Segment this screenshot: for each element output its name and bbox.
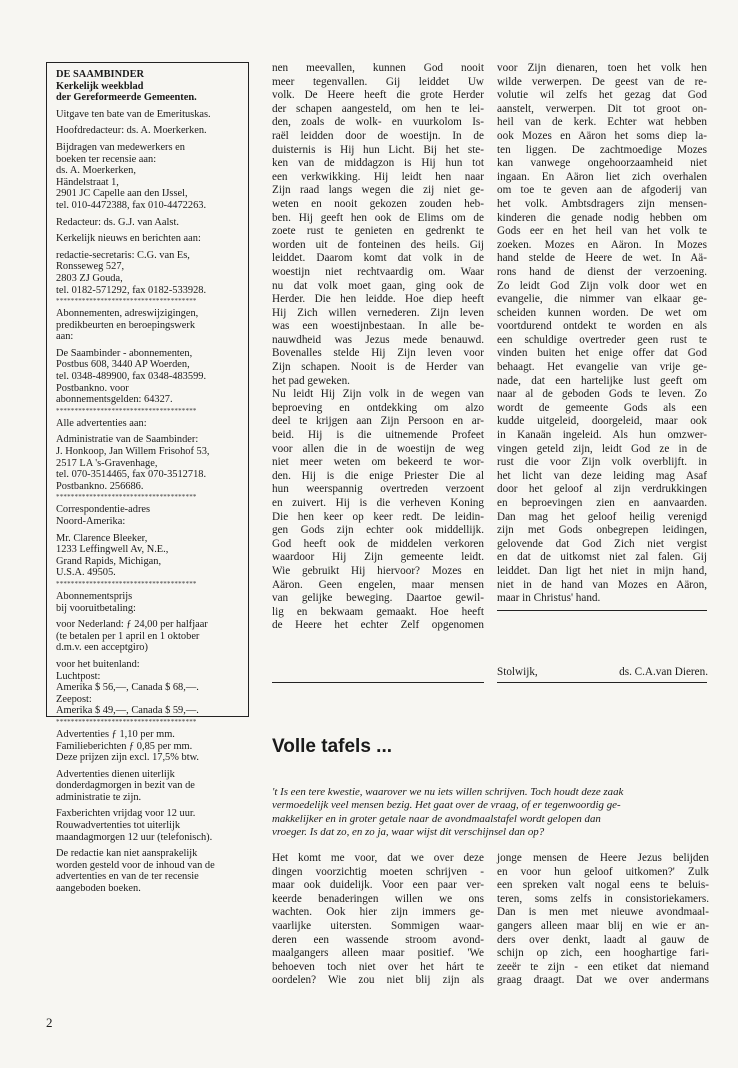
text-line: Aäron. Geen engelen, maar mensen — [272, 578, 484, 591]
text-line: tel. 070-3514465, fax 070-3512718. — [56, 469, 207, 481]
text-line: abonnementsgelden: 64327. — [56, 394, 173, 406]
star-divider: ************************************** — [56, 493, 197, 502]
text-line: gen Gods zijn echter ook middellijk. — [272, 524, 484, 537]
text-line: Herder. Die hen leidde. Hoe diep heeft — [272, 293, 484, 306]
colophon-abonprijs — [56, 591, 240, 614]
text-line: nauwdheid was Jezus mede benauwd. — [272, 333, 484, 346]
text-line: tel. 0348-489900, fax 0348-483599. — [56, 371, 207, 383]
text-line: niet in de hand van Mozes en Aäron, — [497, 578, 707, 591]
colophon-advprijzen — [56, 729, 240, 764]
text-line: zoeken. Mozes en Aäron. In Mozes — [497, 238, 707, 251]
colophon-box — [46, 62, 249, 895]
text-line: door het geloof al zijn verdrukkingen — [497, 483, 707, 496]
text-line: om toe te geven aan de afgoderij van — [497, 184, 707, 197]
text-line: Die hen keer op keer redt. De leidin- — [272, 510, 484, 523]
text-line: Zo leidt God Zijn volk door wet en — [497, 279, 707, 292]
text-line: vaarlijke uitersten. Sommigen waar- — [272, 919, 484, 932]
text-line: heil van de kerk. Echter wat hebben — [497, 116, 707, 129]
text-line: wilde verwerpen. De geest van de re- — [497, 75, 707, 88]
text-line: ingaan. En Aäron liet zich overhalen — [497, 170, 707, 183]
colophon-fax: Faxberichten vrijdag voor 12 uur. — [56, 808, 196, 820]
colophon-inzending — [56, 769, 240, 804]
text-line: ds. A. Moerkerken, — [56, 165, 136, 177]
text-line: Hij Zich willen vernederen. Zijn leven — [272, 306, 484, 319]
text-line: 't Is een tere kwestie, waarover we nu iets willen schrijven. Toch houdt deze zaak — [272, 786, 624, 798]
text-line: beproeving en ontdekking om alzo — [272, 401, 484, 414]
text-line: boeken ter recensie aan: — [56, 153, 157, 165]
colophon-kerknieuws: Kerkelijk nieuws en berichten aan: — [56, 233, 201, 245]
author-name: ds. C.A.van Dieren. — [619, 666, 708, 678]
text-line: een verkwikking. Hij leidt hen naar — [272, 170, 484, 183]
text-line: Advertenties dienen uiterlijk — [56, 768, 175, 780]
text-line: Correspondentie-adres — [56, 504, 151, 516]
colophon-disclaimer — [56, 848, 240, 894]
text-line: oordelen? Wie zou niet blij zijn als — [272, 974, 484, 987]
colophon-title: DE SAAMBINDER — [56, 69, 145, 80]
text-line: Amerika $ 56,—, Canada $ 68,—. — [56, 682, 199, 694]
text-line: tel. 0182-571292, fax 0182-533928. — [56, 284, 207, 296]
text-line: der schapen aangesteld, om hen te lei- — [272, 102, 484, 115]
text-line: gelovende dat God Zich niet vergist — [497, 537, 707, 550]
text-line: zijn met Gods onbegrepen leidingen, — [497, 524, 707, 537]
star-divider: ************************************** — [56, 579, 197, 588]
text-line: kinderen die genade nodig hebben om — [497, 211, 707, 224]
text-line: jonge mensen de Heere Jezus belijden — [497, 852, 709, 864]
text-line: keerde benaderingen willen we ons — [272, 892, 484, 905]
text-line: Nu leidt Hij Zijn volk in de wegen van — [272, 388, 484, 401]
text-line: donderdagmorgen in bezit van de — [56, 780, 195, 792]
article2-column-1 — [272, 852, 484, 988]
text-line: Abonnementsprijs — [56, 590, 133, 602]
colophon-redactiesecretaris — [56, 250, 240, 296]
text-line: Deze prijzen zijn excl. 17,5% btw. — [56, 752, 200, 764]
text-line: Advertenties ƒ 1,10 per mm. — [56, 728, 175, 740]
text-line: Rouwadvertenties tot uiterlijk — [56, 820, 181, 832]
colophon-correspondentie — [56, 504, 240, 527]
text-line: advertenties en van de ter recensie — [56, 871, 199, 883]
colophon-buitenland — [56, 659, 240, 717]
text-line: teren, soms zelfs in consistoriekamers. — [497, 892, 709, 905]
text-line: vermoedelijk veel mensen bezig. Het gaat over de vraag, of er tegenwoordig ge- — [272, 799, 621, 812]
text-line: beid. Hij is die uitnemende Profeet — [272, 429, 484, 442]
star-divider: ************************************** — [56, 717, 197, 726]
text-line: weten en nooit gekozen zouden heb- — [272, 197, 484, 210]
colophon-hoofdredacteur: Hoofdredacteur: ds. A. Moerkerken. — [56, 125, 207, 137]
text-line: (te betalen per 1 april en 1 oktober — [56, 630, 200, 642]
text-line: U.S.A. 49505. — [56, 567, 116, 579]
text-line: maandagmorgen 12 uur (telefonisch). — [56, 831, 213, 843]
text-line: behoeven toch niet over het hárt te — [272, 960, 484, 973]
text-line: Mr. Clarence Bleeker, — [56, 532, 148, 544]
text-line: scheiden kunnen worden. De wet om — [497, 306, 707, 319]
colophon-abonadres — [56, 348, 240, 406]
text-line: en voor hun geloof uitkomen?' Zulk — [497, 865, 709, 878]
text-line: leiddet. Daarom komt dat volk in de — [272, 252, 484, 265]
article2-title: Volle tafels ... — [272, 736, 393, 757]
text-line: voortdurend ontdekt te worden en als — [497, 320, 707, 333]
text-line: leiddet. Dan ligt het niet in mijn hand, — [497, 564, 707, 577]
text-line: het licht van deze leiding mag Asaf — [497, 469, 707, 482]
text-line: predikbeurten en beroepingswerk — [56, 319, 196, 331]
text-line: den, zoals de wolk- en vuurkolom Is- — [272, 116, 484, 129]
text-line: dingen voorzichtig moeten schrijven - — [272, 865, 484, 878]
text-line: Ronsseweg 527, — [56, 261, 125, 273]
colophon-bleeker — [56, 533, 240, 579]
text-line: en dat de uitkomst niet zal falen. Gij — [497, 551, 707, 564]
author-place: Stolwijk, — [497, 666, 538, 678]
text-line: rust die voor Zijn volk overblijft. in — [497, 456, 707, 469]
text-line: rons hand de dienst der verzoening. — [497, 265, 707, 278]
text-line: God heeft ook de middelen verkoren — [272, 537, 484, 550]
text-line: Luchtpost: — [56, 670, 101, 682]
text-line: J. Honkoop, Jan Willem Frisohof 53, — [56, 446, 210, 458]
text-line: deel te krijgen aan Zijn Persoon en ar- — [272, 415, 484, 428]
text-line: behaagt. Het evangelie van vrije ge- — [497, 361, 707, 374]
text-line: Familieberichten ƒ 0,85 per mm. — [56, 740, 193, 752]
text-line: 2901 JC Capelle aan den IJssel, — [56, 188, 188, 200]
text-line: ook Mozes en Aäron het soms diep la- — [497, 129, 707, 142]
colophon-subtitle: Kerkelijk weekblad — [56, 80, 144, 92]
star-divider: ************************************** — [56, 406, 197, 415]
text-line: voor Zijn dienaren, toen het volk hen — [497, 62, 707, 74]
text-line: Zijn schapen. Nooit is de Herder van — [272, 361, 484, 374]
text-line: Postbankno. voor — [56, 382, 129, 394]
text-line: Zeepost: — [56, 693, 92, 705]
text-line: Händelstraat 1, — [56, 176, 119, 188]
text-line: ten liggen. De zachtmoedige Mozes — [497, 143, 707, 156]
text-line: vingen geteld zijn, leidt God ze in de — [497, 442, 707, 455]
text-line: maalgangers alleen maar positief. 'We — [272, 947, 484, 960]
text-line: ken van de middagzon is Hij hun tot — [272, 157, 484, 170]
text-line: de Heere het echter Zelf opgenomen — [272, 619, 484, 632]
text-line: zoete rust te genieten en gedrenkt te — [272, 225, 484, 238]
colophon-administratie — [56, 434, 240, 492]
colophon-redacteur: Redacteur: ds. G.J. van Aalst. — [56, 216, 179, 228]
text-line: hun weerspannig overtreden verzoent — [272, 483, 484, 496]
article1-column-1 — [272, 62, 484, 633]
text-line: Noord-Amerika: — [56, 516, 126, 527]
text-line: naar al de geboden Gods te leven. Zo — [497, 388, 707, 401]
text-line: tel. 010-4472388, fax 010-4472263. — [56, 199, 207, 211]
text-line: d.m.v. een acceptgiro) — [56, 642, 148, 654]
text-line: raël leidden door de woestijn. In de — [272, 129, 484, 142]
text-line: bij vooruitbetaling: — [56, 602, 136, 614]
text-line: maar in Christus' hand. — [497, 592, 601, 605]
text-line: wordt de gemeente Gods als een — [497, 401, 707, 414]
text-line: vinden buiten het enige offer dat God — [497, 347, 707, 360]
text-line: was een woestijnbestaan. In alle be- — [272, 320, 484, 333]
text-line: aangeboden boeken. — [56, 883, 141, 895]
text-line: kan vanwege ongehoorzaamheid niet — [497, 157, 707, 170]
text-line: Bovenalles stelde Hij Zijn leven voor — [272, 347, 484, 360]
article1-column-2 — [497, 62, 707, 606]
text-line: lig en bekwaam gemaakt. Hoe heeft — [272, 605, 484, 618]
column-rule — [272, 682, 484, 683]
text-line: het volk. Ambtsdragers zijn mensen- — [497, 197, 707, 210]
text-line: Het komt me voor, dat we over deze — [272, 852, 484, 864]
text-line: worden uit de fonteinen des heils. Gij — [272, 238, 484, 251]
text-line: in Kanaän ingeleid. Als hun omzwer- — [497, 429, 707, 442]
text-line: en zuivert. Hij is die verheven Koning — [272, 497, 484, 509]
text-line: nu dat volk moet gaan, ging ook de — [272, 279, 484, 292]
text-line: kudde uitgeleid, doorgeleid, maar ook — [497, 415, 707, 428]
text-line: graag draagt. Dat we over andermans — [497, 974, 709, 987]
text-line: maar ook duidelijk. Voor een paar ver- — [272, 879, 484, 892]
text-line: het pad geweken. — [272, 374, 350, 387]
text-line: Grand Rapids, Michigan, — [56, 555, 162, 567]
text-line: redactie-secretaris: C.G. van Es, — [56, 249, 190, 261]
text-line: aanstelt, verwerpen. Dit tot groot on- — [497, 102, 707, 115]
text-line: 1233 Leffingwell Av, N.E., — [56, 544, 169, 556]
text-line: ben. Hij geeft hen ook de Elims om de — [272, 211, 484, 224]
text-line: wachten. Ook hier zijn immers ge- — [272, 906, 484, 919]
text-line: hand stelde de Heere de wet. In Aä- — [497, 252, 707, 265]
text-line: vroeger. Is dat zo, en zo ja, waar wijst dit verschijnsel dan op? — [272, 826, 545, 839]
text-line: duisternis is Hij hun Licht. Bij het ste- — [272, 143, 484, 156]
text-line: Postbankno. 256686. — [56, 480, 144, 492]
colophon-abonnementen — [56, 308, 240, 343]
text-line: meer tegenvallen. Gij leiddet Uw — [272, 75, 484, 88]
text-line: voor het buitenland: — [56, 658, 140, 670]
text-line: Bijdragen van medewerkers en — [56, 141, 185, 153]
text-line: makkelijker en in groter getale naar de avondmaalstafel wordt gelopen dan — [272, 812, 601, 825]
colophon-subtitle: der Gereformeerde Gemeenten. — [56, 92, 197, 104]
article2-column-2 — [497, 852, 709, 988]
text-line: Dan mag het geloof heilig verenigd — [497, 510, 707, 523]
page-number: 2 — [46, 1015, 53, 1030]
text-line: Administratie van de Saambinder: — [56, 434, 199, 446]
text-line: Dan is men met nieuwe avondmaal- — [497, 906, 709, 919]
text-line: volk. De Heere heeft die grote Herder — [272, 89, 484, 102]
text-line: deren een wassende stroom avond- — [272, 933, 484, 946]
column-rule — [497, 610, 707, 611]
text-line: ders over denkt, laadt al gauw de — [497, 933, 709, 946]
colophon-advertenties: Alle advertenties aan: — [56, 417, 147, 429]
text-line: De redactie kan niet aansprakelijk — [56, 848, 198, 860]
text-line: waardoor Hij Zijn gemeente leidt. — [272, 551, 484, 564]
text-line: aan: — [56, 331, 74, 343]
text-line: 2803 ZJ Gouda, — [56, 272, 123, 284]
text-line: schijn op zich, een hooghartige fari- — [497, 947, 709, 960]
text-line: Zijn raad langs wegen die zij niet ge- — [272, 184, 484, 197]
star-divider: ************************************** — [56, 297, 197, 306]
column-rule — [497, 682, 707, 683]
text-line: een schuldige overtreder geen rust te — [497, 333, 707, 346]
text-line: woestijn niet rechtvaardig om. Waar — [272, 265, 484, 278]
text-line: Amerika $ 49,—, Canada $ 59,—. — [56, 705, 199, 717]
text-line: evangelie, die nimmer van elkaar ge- — [497, 293, 707, 306]
text-line: Gods eer en het heil van het volk te — [497, 225, 707, 238]
text-line: Abonnementen, adreswijzigingen, — [56, 308, 199, 320]
text-line: Wie gebruikt Hij hiervoor? Mozes en — [272, 564, 484, 577]
text-line: 2517 LA 's-Gravenhage, — [56, 457, 158, 469]
text-line: administratie te zijn. — [56, 791, 142, 803]
text-line: gangers alleen maar blij en wie er an- — [497, 919, 709, 932]
text-line: van gelijke beweging. Daartoe gewil- — [272, 592, 484, 605]
text-line: een spreken valt nogal eens te beluis- — [497, 879, 709, 892]
text-line: niet meer weten om bekeerd te wor- — [272, 456, 484, 469]
colophon-uitgave: Uitgave ten bate van de Emerituskas. — [56, 108, 211, 120]
text-line: De Saambinder - abonnementen, — [56, 347, 193, 359]
text-line: voor allen die in de woestijn de weg — [272, 442, 484, 455]
text-line: den. Hij is die enige Priester Die al — [272, 469, 484, 482]
article2-intro — [272, 786, 710, 840]
text-line: Postbus 608, 3440 AP Woerden, — [56, 359, 190, 371]
text-line: voor Nederland: ƒ 24,00 per halfjaar — [56, 619, 208, 631]
text-line: worden gesteld voor de inhoud van de — [56, 859, 215, 871]
text-line: nen meevallen, kunnen God nooit — [272, 62, 484, 74]
colophon-bijdragen — [56, 142, 240, 212]
text-line: en beproevingen zien en aanvaarden. — [497, 497, 707, 509]
text-line: nade, dat een hartelijke lust geeft om — [497, 374, 707, 387]
text-line: zeeër te zijn - een etiket dat niemand — [497, 960, 709, 973]
text-line: volutie wil zelfs het gezag dat God — [497, 89, 707, 102]
colophon-nederland — [56, 619, 240, 654]
colophon-rouw — [56, 820, 240, 843]
